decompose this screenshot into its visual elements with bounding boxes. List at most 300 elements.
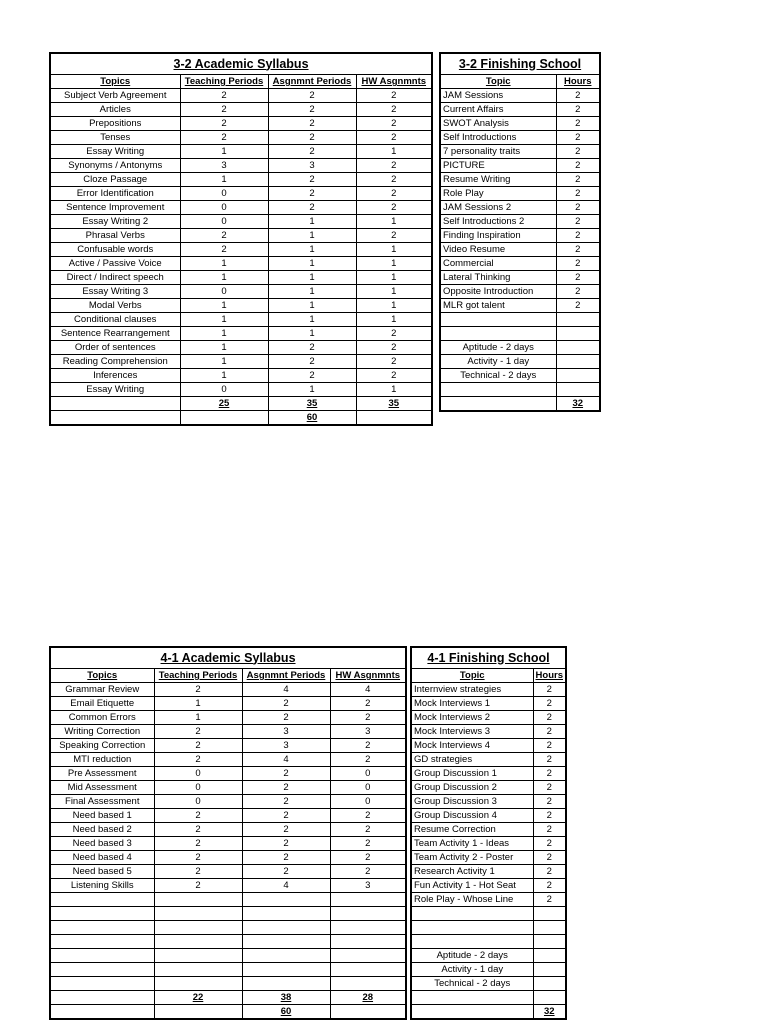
hours-cell: 2	[556, 131, 600, 145]
empty-cell	[242, 907, 330, 921]
topic-cell: Pre Assessment	[50, 767, 154, 781]
empty-cell	[50, 977, 154, 991]
empty-cell	[154, 907, 242, 921]
empty-cell	[50, 963, 154, 977]
total-cell: 22	[154, 991, 242, 1005]
table-row	[411, 753, 566, 767]
empty-cell	[330, 949, 406, 963]
empty-cell	[330, 963, 406, 977]
hours-cell: 2	[556, 299, 600, 313]
value-cell: 2	[356, 103, 432, 117]
empty-cell	[440, 397, 556, 412]
empty-row	[411, 921, 566, 935]
value-cell: 2	[268, 89, 356, 103]
topic-cell: Current Affairs	[440, 103, 556, 117]
table-row	[440, 187, 600, 201]
value-cell: 1	[180, 145, 268, 159]
table-title-row	[50, 53, 432, 75]
table-row	[50, 837, 406, 851]
value-cell: 2	[356, 131, 432, 145]
value-cell: 2	[330, 739, 406, 753]
topic-cell: Confusable words	[50, 243, 180, 257]
table-title-row	[440, 53, 600, 75]
hours-cell: 2	[556, 215, 600, 229]
table-header-row	[50, 75, 432, 89]
topic-cell: Role Play - Whose Line	[411, 893, 533, 907]
table-row	[411, 711, 566, 725]
value-cell: 0	[330, 781, 406, 795]
value-cell: 2	[154, 837, 242, 851]
empty-cell	[556, 327, 600, 341]
empty-cell	[411, 991, 533, 1005]
value-cell: 2	[330, 711, 406, 725]
empty-cell	[154, 949, 242, 963]
topic-cell: Mid Assessment	[50, 781, 154, 795]
empty-cell	[330, 977, 406, 991]
value-cell: 1	[356, 285, 432, 299]
hours-cell: 2	[556, 159, 600, 173]
column-header: Asgnmnt Periods	[268, 75, 356, 89]
value-cell: 0	[180, 285, 268, 299]
table-title-row	[411, 647, 566, 669]
value-cell: 2	[180, 131, 268, 145]
column-header: Teaching Periods	[154, 669, 242, 683]
empty-cell	[533, 907, 566, 921]
table-row	[50, 781, 406, 795]
value-cell: 1	[356, 215, 432, 229]
table-row	[440, 299, 600, 313]
hours-total-cell: 32	[533, 1005, 566, 1020]
value-cell: 1	[180, 327, 268, 341]
table-title-row	[50, 647, 406, 669]
empty-cell	[242, 921, 330, 935]
topic-cell: Resume Correction	[411, 823, 533, 837]
topic-cell: Common Errors	[50, 711, 154, 725]
table-row	[50, 921, 406, 935]
topic-cell: Need based 3	[50, 837, 154, 851]
table-row	[411, 683, 566, 697]
hours-cell: 2	[556, 285, 600, 299]
value-cell: 1	[268, 299, 356, 313]
table-row	[411, 879, 566, 893]
hours-cell: 2	[533, 879, 566, 893]
table-row	[50, 89, 432, 103]
table-row	[411, 823, 566, 837]
empty-cell	[154, 893, 242, 907]
empty-cell	[556, 313, 600, 327]
column-header: Topics	[50, 75, 180, 89]
value-cell: 2	[356, 369, 432, 383]
value-cell: 2	[356, 187, 432, 201]
topic-cell: Commercial	[440, 257, 556, 271]
topic-cell: Essay Writing 3	[50, 285, 180, 299]
note-cell: Technical - 2 days	[411, 977, 533, 991]
value-cell: 0	[154, 781, 242, 795]
topic-cell: Cloze Passage	[50, 173, 180, 187]
totals-row	[50, 397, 432, 411]
topic-cell: Essay Writing	[50, 383, 180, 397]
table-row	[50, 865, 406, 879]
topic-cell: Phrasal Verbs	[50, 229, 180, 243]
value-cell: 2	[330, 865, 406, 879]
hours-cell: 2	[556, 201, 600, 215]
value-cell: 1	[356, 257, 432, 271]
table-title: 4-1 Finishing School	[411, 647, 566, 669]
topic-cell: Group Discussion 1	[411, 767, 533, 781]
value-cell: 1	[180, 369, 268, 383]
column-header: HW Asgnmnts	[356, 75, 432, 89]
value-cell: 1	[356, 271, 432, 285]
topic-cell: Group Discussion 3	[411, 795, 533, 809]
table-row	[411, 781, 566, 795]
empty-cell	[330, 907, 406, 921]
value-cell: 0	[180, 215, 268, 229]
hours-cell: 2	[556, 103, 600, 117]
table-row	[50, 823, 406, 837]
empty-cell	[154, 977, 242, 991]
table-row	[50, 383, 432, 397]
table-row	[440, 173, 600, 187]
topic-cell: Final Assessment	[50, 795, 154, 809]
total-row	[411, 1005, 566, 1020]
table-row	[50, 739, 406, 753]
table-row	[440, 89, 600, 103]
value-cell: 2	[356, 173, 432, 187]
value-cell: 1	[268, 243, 356, 257]
table-row	[50, 243, 432, 257]
value-cell: 3	[330, 725, 406, 739]
value-cell: 2	[242, 767, 330, 781]
note-cell: Aptitude - 2 days	[440, 341, 556, 355]
empty-cell	[411, 921, 533, 935]
table-row	[411, 795, 566, 809]
topic-cell: Sentence Rearrangement	[50, 327, 180, 341]
table-row	[50, 851, 406, 865]
table-row	[50, 173, 432, 187]
note-row	[440, 341, 600, 355]
value-cell: 4	[242, 683, 330, 697]
table-row	[411, 851, 566, 865]
empty-cell	[242, 893, 330, 907]
note-row	[440, 369, 600, 383]
table-row	[50, 977, 406, 991]
empty-cell	[50, 397, 180, 411]
hours-cell: 2	[533, 697, 566, 711]
value-cell: 1	[154, 711, 242, 725]
topic-cell: Writing Correction	[50, 725, 154, 739]
note-row	[411, 949, 566, 963]
note-row	[411, 977, 566, 991]
empty-row	[440, 383, 600, 397]
value-cell: 1	[154, 697, 242, 711]
value-cell: 3	[330, 879, 406, 893]
syllabus-4-1-table	[49, 646, 407, 1020]
value-cell: 0	[154, 767, 242, 781]
table-row	[440, 145, 600, 159]
value-cell: 2	[330, 753, 406, 767]
value-cell: 2	[356, 355, 432, 369]
topic-cell: Speaking Correction	[50, 739, 154, 753]
hours-cell: 2	[533, 711, 566, 725]
table-row	[50, 229, 432, 243]
topic-cell: Grammar Review	[50, 683, 154, 697]
value-cell: 2	[356, 327, 432, 341]
hours-cell: 2	[533, 823, 566, 837]
value-cell: 2	[242, 865, 330, 879]
value-cell: 2	[154, 879, 242, 893]
value-cell: 0	[180, 187, 268, 201]
syllabus-3-2-table	[49, 52, 433, 426]
empty-cell	[556, 341, 600, 355]
note-cell: Aptitude - 2 days	[411, 949, 533, 963]
hours-cell: 2	[556, 173, 600, 187]
table-row	[50, 327, 432, 341]
value-cell: 2	[242, 823, 330, 837]
topic-cell: Need based 4	[50, 851, 154, 865]
column-header: Teaching Periods	[180, 75, 268, 89]
table-row	[411, 767, 566, 781]
table-row	[50, 145, 432, 159]
value-cell: 4	[330, 683, 406, 697]
topic-cell: GD strategies	[411, 753, 533, 767]
topic-cell: Essay Writing	[50, 145, 180, 159]
empty-row	[411, 935, 566, 949]
total-row	[440, 397, 600, 412]
value-cell: 2	[330, 837, 406, 851]
value-cell: 2	[242, 809, 330, 823]
value-cell: 2	[154, 753, 242, 767]
table-row	[50, 753, 406, 767]
empty-cell	[440, 383, 556, 397]
topic-cell: MLR got talent	[440, 299, 556, 313]
hours-cell: 2	[533, 781, 566, 795]
value-cell: 3	[180, 159, 268, 173]
total-cell: 35	[268, 397, 356, 411]
value-cell: 2	[330, 823, 406, 837]
value-cell: 2	[330, 851, 406, 865]
empty-cell	[242, 963, 330, 977]
empty-cell	[50, 935, 154, 949]
value-cell: 2	[268, 341, 356, 355]
topic-cell: Resume Writing	[440, 173, 556, 187]
value-cell: 2	[268, 173, 356, 187]
empty-cell	[50, 949, 154, 963]
empty-cell	[50, 991, 154, 1005]
value-cell: 2	[268, 369, 356, 383]
topic-cell: Mock Interviews 3	[411, 725, 533, 739]
hours-cell: 2	[533, 683, 566, 697]
empty-row	[411, 907, 566, 921]
hours-cell: 2	[556, 257, 600, 271]
hours-cell: 2	[533, 893, 566, 907]
value-cell: 0	[330, 795, 406, 809]
value-cell: 1	[268, 383, 356, 397]
value-cell: 2	[330, 697, 406, 711]
topic-cell: Need based 5	[50, 865, 154, 879]
value-cell: 1	[268, 271, 356, 285]
empty-cell	[330, 921, 406, 935]
value-cell: 3	[268, 159, 356, 173]
hours-cell: 2	[556, 243, 600, 257]
empty-cell	[533, 921, 566, 935]
hours-cell: 2	[556, 229, 600, 243]
value-cell: 2	[242, 795, 330, 809]
column-header: Topics	[50, 669, 154, 683]
empty-cell	[533, 949, 566, 963]
table-row	[50, 907, 406, 921]
empty-row	[440, 313, 600, 327]
value-cell: 1	[268, 327, 356, 341]
hours-cell: 2	[533, 725, 566, 739]
hours-cell: 2	[533, 851, 566, 865]
empty-cell	[440, 313, 556, 327]
topic-cell: PICTURE	[440, 159, 556, 173]
value-cell: 1	[268, 229, 356, 243]
empty-cell	[556, 355, 600, 369]
value-cell: 2	[154, 865, 242, 879]
table-row	[440, 271, 600, 285]
value-cell: 0	[180, 383, 268, 397]
table-row	[50, 313, 432, 327]
empty-row	[440, 327, 600, 341]
table-row	[411, 837, 566, 851]
topic-cell: 7 personality traits	[440, 145, 556, 159]
topic-cell: Synonyms / Antonyms	[50, 159, 180, 173]
table-row	[440, 201, 600, 215]
value-cell: 2	[356, 201, 432, 215]
topic-cell: Essay Writing 2	[50, 215, 180, 229]
column-header: Asgnmnt Periods	[242, 669, 330, 683]
grand-total-row	[50, 1005, 406, 1020]
empty-cell	[330, 935, 406, 949]
value-cell: 2	[154, 823, 242, 837]
value-cell: 2	[180, 89, 268, 103]
topic-cell: Active / Passive Voice	[50, 257, 180, 271]
value-cell: 2	[242, 781, 330, 795]
hours-cell: 2	[556, 271, 600, 285]
value-cell: 1	[356, 383, 432, 397]
topic-cell: Internview strategies	[411, 683, 533, 697]
value-cell: 2	[180, 117, 268, 131]
finishing-school-4-1-table	[410, 646, 567, 1020]
hours-cell: 2	[533, 753, 566, 767]
table-row	[50, 355, 432, 369]
empty-cell	[50, 921, 154, 935]
hours-cell: 2	[556, 117, 600, 131]
table-title: 4-1 Academic Syllabus	[50, 647, 406, 669]
grand-total-row	[50, 411, 432, 426]
table-row	[411, 865, 566, 879]
table-row	[440, 243, 600, 257]
table-row	[440, 285, 600, 299]
column-header: Hours	[556, 75, 600, 89]
table-row	[50, 369, 432, 383]
value-cell: 1	[356, 243, 432, 257]
value-cell: 2	[356, 117, 432, 131]
table-row	[50, 215, 432, 229]
table-header-row	[411, 669, 566, 683]
value-cell: 2	[268, 145, 356, 159]
topic-cell: Tenses	[50, 131, 180, 145]
table-row	[50, 187, 432, 201]
value-cell: 1	[268, 285, 356, 299]
table-row	[50, 299, 432, 313]
table-row	[411, 725, 566, 739]
table-row	[440, 257, 600, 271]
value-cell: 1	[356, 145, 432, 159]
table-row	[440, 229, 600, 243]
table-row	[50, 711, 406, 725]
table-row	[50, 257, 432, 271]
empty-cell	[50, 1005, 154, 1020]
topic-cell: Need based 2	[50, 823, 154, 837]
value-cell: 2	[242, 851, 330, 865]
table-row	[50, 159, 432, 173]
value-cell: 1	[268, 215, 356, 229]
value-cell: 2	[330, 809, 406, 823]
hours-cell: 2	[533, 865, 566, 879]
value-cell: 2	[356, 341, 432, 355]
topic-cell: Research Activity 1	[411, 865, 533, 879]
empty-cell	[50, 893, 154, 907]
empty-cell	[440, 327, 556, 341]
value-cell: 1	[268, 313, 356, 327]
value-cell: 2	[356, 89, 432, 103]
value-cell: 1	[356, 313, 432, 327]
hours-total-cell: 32	[556, 397, 600, 412]
topic-cell: JAM Sessions	[440, 89, 556, 103]
column-header: HW Asgnmnts	[330, 669, 406, 683]
topic-cell: Conditional clauses	[50, 313, 180, 327]
value-cell: 1	[356, 299, 432, 313]
table-row	[50, 963, 406, 977]
value-cell: 1	[180, 341, 268, 355]
topic-cell: Inferences	[50, 369, 180, 383]
table-row	[50, 795, 406, 809]
empty-cell	[154, 963, 242, 977]
empty-cell	[556, 369, 600, 383]
empty-cell	[180, 411, 268, 426]
value-cell: 1	[180, 271, 268, 285]
value-cell: 2	[154, 739, 242, 753]
topic-cell: Error Identification	[50, 187, 180, 201]
hours-cell: 2	[533, 739, 566, 753]
topic-cell: Finding Inspiration	[440, 229, 556, 243]
value-cell: 1	[268, 257, 356, 271]
empty-cell	[533, 977, 566, 991]
topic-cell: Self Introductions 2	[440, 215, 556, 229]
topic-cell: SWOT Analysis	[440, 117, 556, 131]
value-cell: 3	[242, 725, 330, 739]
table-header-row	[440, 75, 600, 89]
grand-total-cell: 60	[268, 411, 356, 426]
table-row	[440, 103, 600, 117]
empty-cell	[242, 949, 330, 963]
topic-cell: Prepositions	[50, 117, 180, 131]
value-cell: 2	[180, 243, 268, 257]
table-row	[50, 103, 432, 117]
value-cell: 4	[242, 879, 330, 893]
topic-cell: Articles	[50, 103, 180, 117]
topic-cell: Need based 1	[50, 809, 154, 823]
table-row	[50, 879, 406, 893]
value-cell: 2	[180, 103, 268, 117]
table-title: 3-2 Finishing School	[440, 53, 600, 75]
topic-cell: MTI reduction	[50, 753, 154, 767]
value-cell: 2	[268, 131, 356, 145]
hours-cell: 2	[533, 767, 566, 781]
value-cell: 0	[180, 201, 268, 215]
